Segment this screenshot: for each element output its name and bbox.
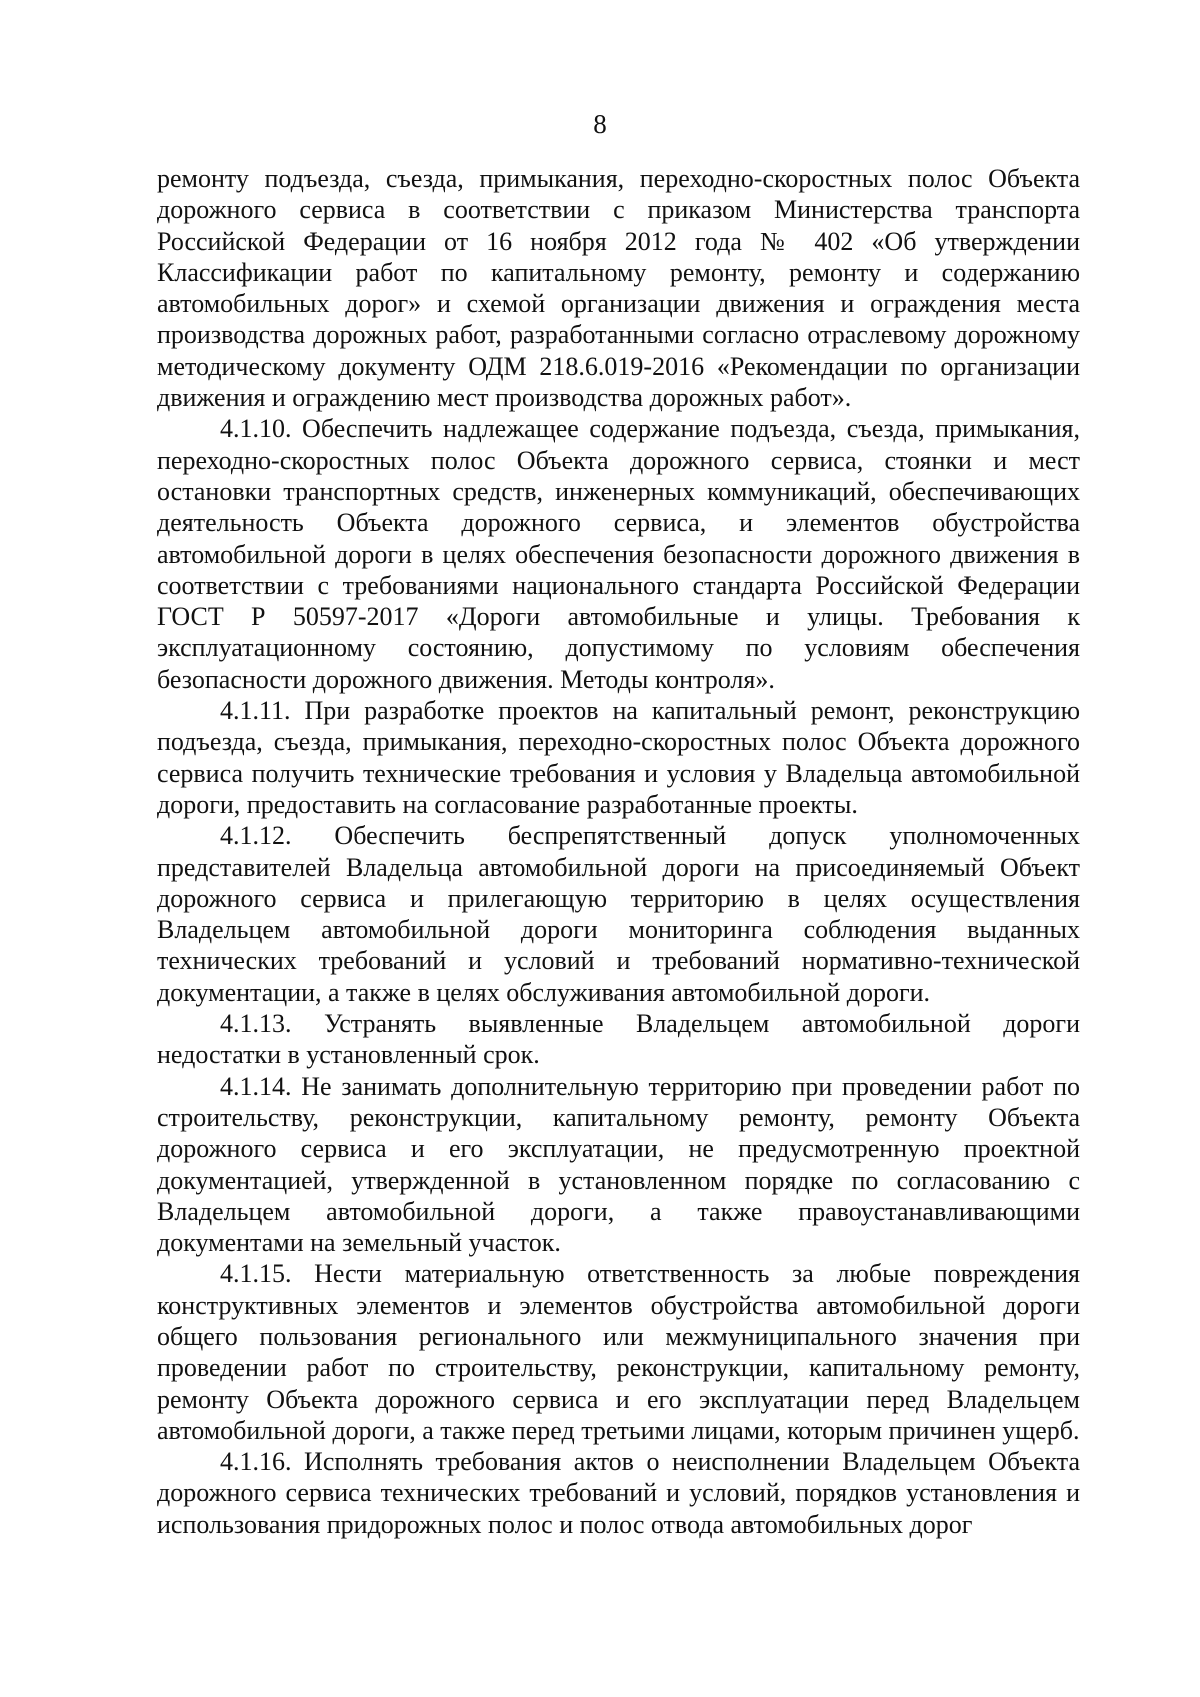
- paragraph-4-1-12: 4.1.12. Обеспечить беспрепятственный допуск уполномоченных представителей Владельца автомобильной дороги на присоединяемый Объект дорожного сервиса и прилегающую территорию в целях осуществления Владельцем автомобильной дороги мониторинга соблюдения выданных технических требований и условий и требований нормативно-технической документации, а также в целях обслуживания автомобильной дороги.: [157, 821, 1080, 1007]
- paragraph-4-1-10: 4.1.10. Обеспечить надлежащее содержание подъезда, съезда, примыкания, переходно-скоростных полос Объекта дорожного сервиса, стоянки и мест остановки транспортных средств, инженерных коммуникаций, обеспечивающих деятельность Объекта дорожного сервиса, и элементов обустройства автомобильной дороги в целях обеспечения безопасности дорожного движения в соответствии с требованиями национального стандарта Российской Федерации ГОСТ Р 50597-2017 «Дороги автомобильные и улицы. Требования к эксплуатационному состоянию, допустимому по условиям обеспечения безопасности дорожного движения. Методы контроля».: [157, 414, 1080, 694]
- paragraph-continuation: ремонту подъезда, съезда, примыкания, переходно-скоростных полос Объекта дорожного сервиса в соответствии с приказом Министерства транспорта Российской Федерации от 16 ноября 2012 года № 402 «Об утверждении Классификации работ по капитальному ремонту, ремонту и содержанию автомобильных дорог» и схемой организации движения и ограждения места производства дорожных работ, разработанными согласно отраслевому дорожному методическому документу ОДМ 218.6.019-2016 «Рекомендации по организации движения и ограждению мест производства дорожных работ».: [157, 164, 1080, 413]
- paragraph-4-1-11: 4.1.11. При разработке проектов на капитальный ремонт, реконструкцию подъезда, съезда, примыкания, переходно-скоростных полос Объекта дорожного сервиса получить технические требования и условия у Владельца автомобильной дороги, предоставить на согласование разработанные проекты.: [157, 696, 1080, 819]
- page-number: 8: [593, 109, 607, 139]
- paragraph-4-1-15: 4.1.15. Нести материальную ответственность за любые повреждения конструктивных элементов и элементов обустройства автомобильной дороги общего пользования регионального или межмуниципального значения при проведении работ по строительству, реконструкции, капитальному ремонту, ремонту Объекта дорожного сервиса и его эксплуатации перед Владельцем автомобильной дороги, а также перед третьими лицами, которым причинен ущерб.: [157, 1259, 1080, 1445]
- paragraph-4-1-13: 4.1.13. Устранять выявленные Владельцем автомобильной дороги недостатки в установленный срок.: [157, 1009, 1080, 1070]
- paragraph-4-1-14: 4.1.14. Не занимать дополнительную территорию при проведении работ по строительству, реконструкции, капитальному ремонту, ремонту Объекта дорожного сервиса и его эксплуатации, не предусмотренную проектной документацией, утвержденной в установленном порядке по согласованию с Владельцем автомобильной дороги, а также правоустанавливающими документами на земельный участок.: [157, 1071, 1080, 1258]
- document-body: [157, 163, 1080, 1540]
- paragraph-4-1-16: 4.1.16. Исполнять требования актов о неисполнении Владельцем Объекта дорожного сервиса технических требований и условий, порядков установления и использования придорожных полос и полос отвода автомобильных дорог: [157, 1447, 1080, 1539]
